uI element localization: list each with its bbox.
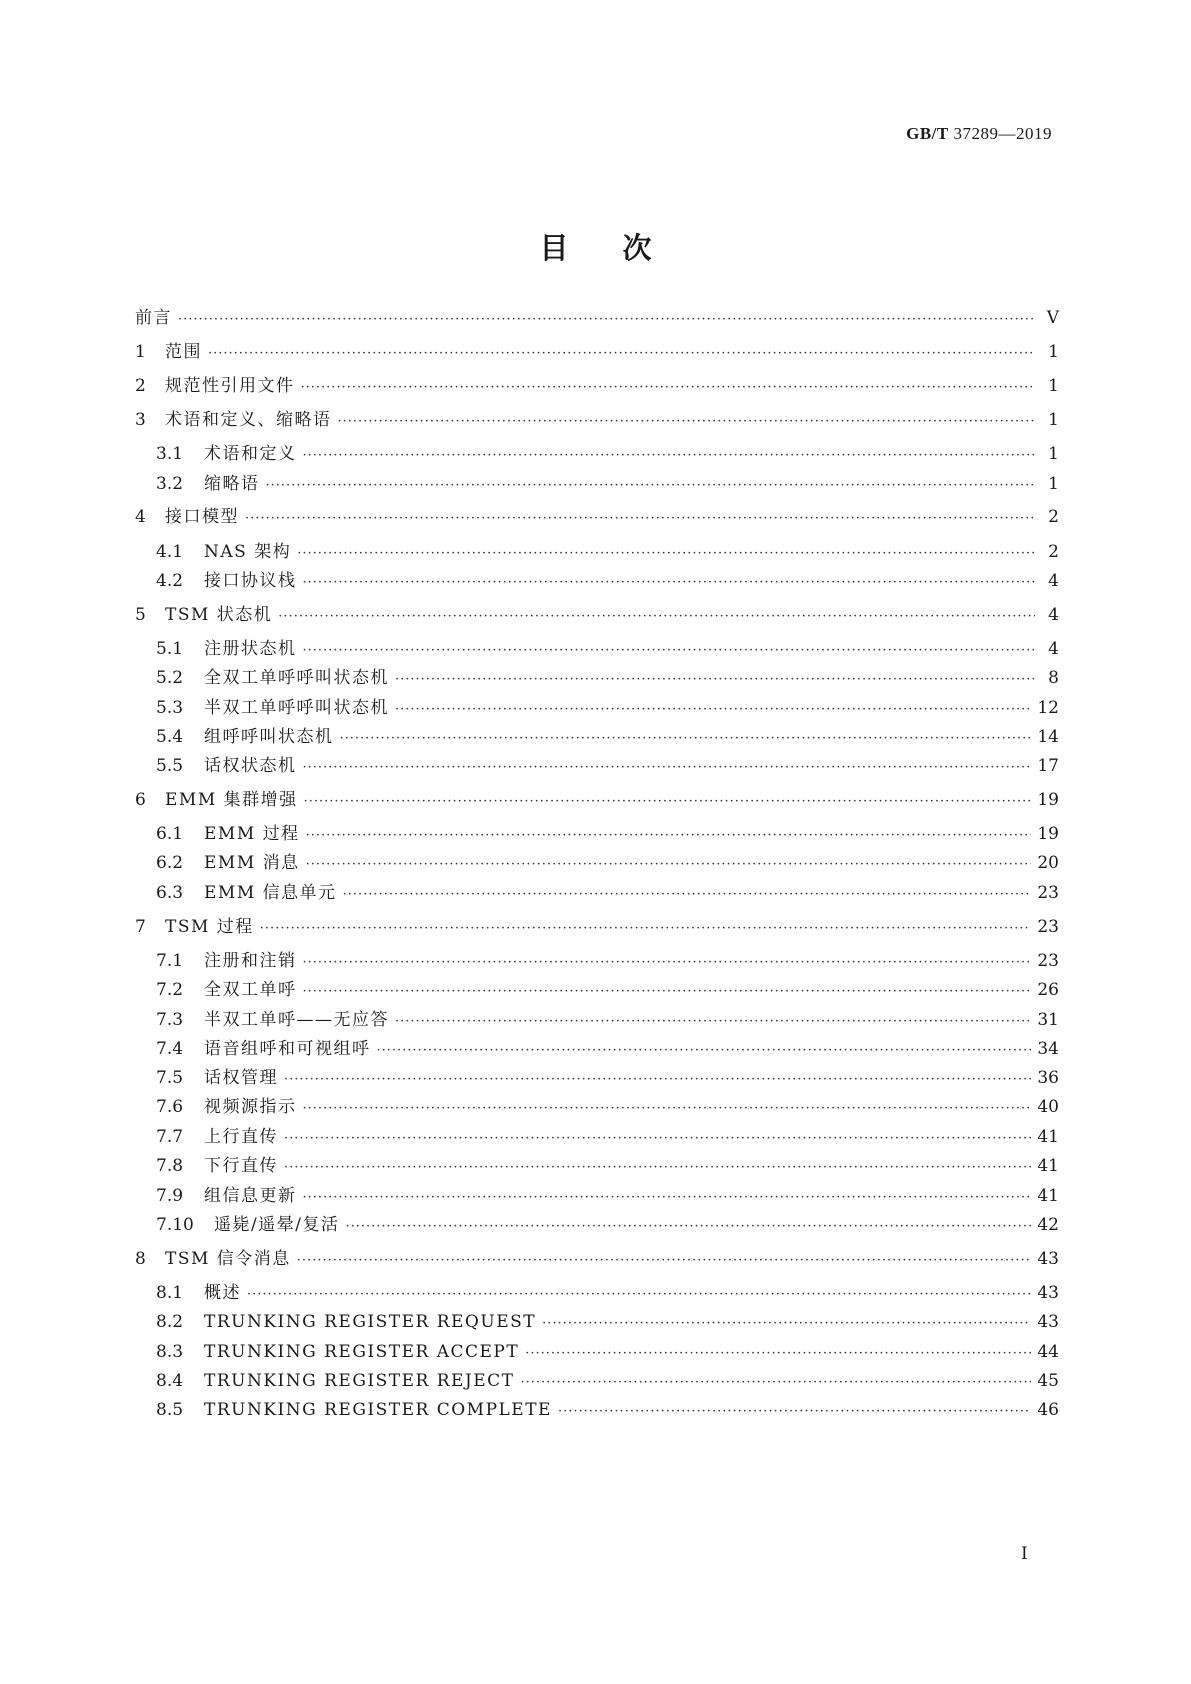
- toc-entry-number: 7.1: [156, 951, 184, 971]
- toc-entry-page: 19: [1037, 790, 1059, 810]
- toc-entry-number: 5.4: [156, 727, 184, 747]
- toc-entry-title: 半双工单呼呼叫状态机: [204, 698, 389, 718]
- toc-entry[interactable]: [156, 1037, 1059, 1061]
- toc-leader-dots: [303, 571, 1036, 595]
- toc-entry-title: 组呼呼叫状态机: [204, 727, 334, 747]
- toc-leader-dots: [304, 790, 1032, 814]
- toc-entry[interactable]: [135, 788, 1059, 812]
- toc-entry[interactable]: [135, 915, 1059, 939]
- toc-entry-number: 7.2: [156, 980, 184, 1000]
- toc-leader-dots: [343, 883, 1032, 907]
- toc-entry[interactable]: [156, 472, 1059, 496]
- toc-entry-title: 视频源指示: [204, 1097, 297, 1117]
- toc-entry-number: 6.2: [156, 853, 184, 873]
- toc-leader-dots: [377, 1039, 1032, 1063]
- toc-entry-title: 语音组呼和可视组呼: [204, 1039, 371, 1059]
- toc-entry-number: 5: [135, 605, 146, 625]
- toc-entry-title: 上行直传: [204, 1127, 278, 1147]
- toc-entry-page: 19: [1037, 824, 1059, 844]
- toc-entry-page: 36: [1037, 1068, 1059, 1088]
- toc-entry-title: 组信息更新: [204, 1186, 297, 1206]
- toc-entry[interactable]: [156, 1369, 1059, 1393]
- toc-entry-title: 注册状态机: [204, 639, 297, 659]
- toc-entry-page: 41: [1037, 1127, 1059, 1147]
- toc-entry-title: 遥毙/遥晕/复活: [214, 1215, 340, 1235]
- toc-entry-number: 5.2: [156, 668, 184, 688]
- toc-entry-title: 前言: [135, 308, 172, 328]
- toc-entry-number: 5.1: [156, 639, 184, 659]
- toc-leader-dots: [297, 1249, 1032, 1273]
- toc-entry-title: 范围: [165, 342, 202, 362]
- toc-entry-number: 7.7: [156, 1127, 184, 1147]
- toc-entry-page: 46: [1037, 1400, 1059, 1420]
- toc-entry-page: 43: [1037, 1283, 1059, 1303]
- toc-leader-dots: [558, 1400, 1031, 1424]
- toc-entry[interactable]: [156, 1310, 1059, 1334]
- toc-entry-title: 术语和定义、缩略语: [165, 410, 332, 430]
- toc-entry-title: TSM 信令消息: [165, 1249, 291, 1269]
- toc-entry[interactable]: [135, 603, 1059, 627]
- toc-leader-dots: [301, 376, 1036, 400]
- toc-entry-title: 概述: [204, 1283, 241, 1303]
- toc-entry-page: 41: [1037, 1186, 1059, 1206]
- toc-entry[interactable]: [156, 1125, 1059, 1149]
- toc-entry-page: 1: [1048, 410, 1059, 430]
- toc-leader-dots: [395, 698, 1031, 722]
- toc-entry-number: 2: [135, 376, 146, 396]
- toc-entry-page: 43: [1037, 1312, 1059, 1332]
- toc-leader-dots: [297, 542, 1035, 566]
- toc-entry-page: 23: [1037, 883, 1059, 903]
- toc-leader-dots: [284, 1127, 1031, 1151]
- toc-entry[interactable]: [156, 725, 1059, 749]
- toc-leader-dots: [303, 1186, 1032, 1210]
- toc-entry-title: EMM 集群增强: [165, 790, 298, 810]
- toc-entry[interactable]: [156, 822, 1059, 846]
- toc-entry[interactable]: [156, 1066, 1059, 1090]
- title-char-2: 次: [622, 231, 652, 265]
- toc-entry-title: TRUNKING REGISTER REJECT: [204, 1371, 515, 1391]
- toc-entry[interactable]: [156, 1008, 1059, 1032]
- toc-entry[interactable]: [135, 340, 1059, 364]
- toc-entry[interactable]: [156, 1281, 1059, 1305]
- toc-entry-page: 23: [1037, 917, 1059, 937]
- standard-code-prefix: GB/T: [906, 124, 949, 143]
- toc-entry[interactable]: [156, 1154, 1059, 1178]
- toc-entry-number: 3.2: [156, 474, 184, 494]
- toc-leader-dots: [245, 507, 1035, 531]
- toc-entry-title: TSM 状态机: [165, 605, 273, 625]
- toc-entry-page: 23: [1037, 951, 1059, 971]
- toc-entry-title: EMM 信息单元: [204, 883, 337, 903]
- toc-leader-dots: [303, 980, 1032, 1004]
- toc-entry-title: 注册和注销: [204, 951, 297, 971]
- toc-entry-page: 20: [1037, 853, 1059, 873]
- toc-entry-page: 1: [1048, 444, 1059, 464]
- toc-entry-number: 8.3: [156, 1342, 184, 1362]
- toc-leader-dots: [521, 1371, 1032, 1395]
- toc-entry[interactable]: [156, 442, 1059, 466]
- toc-entry-number: 7.9: [156, 1186, 184, 1206]
- toc-entry-page: 40: [1037, 1097, 1059, 1117]
- toc-leader-dots: [542, 1312, 1031, 1336]
- toc-entry-title: 下行直传: [204, 1156, 278, 1176]
- toc-entry-page: 2: [1048, 507, 1059, 527]
- toc-entry-title: TSM 过程: [165, 917, 254, 937]
- toc-entry-number: 1: [135, 342, 146, 362]
- toc-entry-page: 12: [1037, 698, 1059, 718]
- toc-entry-page: 4: [1048, 639, 1059, 659]
- toc-entry[interactable]: [156, 754, 1059, 778]
- toc-entry[interactable]: [135, 408, 1059, 432]
- toc-entry-number: 7.8: [156, 1156, 184, 1176]
- toc-entry-title: 话权状态机: [204, 756, 297, 776]
- toc-entry-number: 6: [135, 790, 146, 810]
- footer-page-number: Ⅰ: [1021, 1544, 1028, 1564]
- toc-entry-page: 31: [1037, 1010, 1059, 1030]
- toc-entry-title: 规范性引用文件: [165, 376, 295, 396]
- toc-entry-page: 43: [1037, 1249, 1059, 1269]
- toc-leader-dots: [525, 1342, 1031, 1366]
- toc-entry[interactable]: [156, 949, 1059, 973]
- toc-entry[interactable]: [156, 851, 1059, 875]
- title-char-1: 目: [539, 231, 569, 265]
- toc-entry-number: 7.10: [156, 1215, 194, 1235]
- toc-entry-title: 话权管理: [204, 1068, 278, 1088]
- toc-entry-number: 5.3: [156, 698, 184, 718]
- toc-entry-number: 5.5: [156, 756, 184, 776]
- toc-entry-number: 7.6: [156, 1097, 184, 1117]
- toc-entry-page: 14: [1037, 727, 1059, 747]
- toc-entry[interactable]: [156, 540, 1059, 564]
- toc-entry-page: 26: [1037, 980, 1059, 1000]
- toc-entry-title: TRUNKING REGISTER ACCEPT: [204, 1342, 520, 1362]
- toc-leader-dots: [284, 1068, 1031, 1092]
- toc-leader-dots: [284, 1156, 1031, 1180]
- toc-entry-number: 4.2: [156, 571, 184, 591]
- toc-entry-number: 8.2: [156, 1312, 184, 1332]
- toc-entry-page: 45: [1037, 1371, 1059, 1391]
- toc-entry[interactable]: [156, 1213, 1059, 1237]
- toc-entry[interactable]: [156, 881, 1059, 905]
- toc-entry[interactable]: [156, 569, 1059, 593]
- toc-entry-number: 8.5: [156, 1400, 184, 1420]
- toc-entry-title: 缩略语: [204, 474, 260, 494]
- toc-leader-dots: [345, 1215, 1031, 1239]
- toc-leader-dots: [260, 917, 1032, 941]
- toc-entry-page: 34: [1037, 1039, 1059, 1059]
- toc-entry[interactable]: [156, 666, 1059, 690]
- toc-entry-page: Ⅴ: [1046, 308, 1059, 328]
- toc-entry[interactable]: [156, 1340, 1059, 1364]
- toc-entry-number: 8: [135, 1249, 146, 1269]
- toc-leader-dots: [306, 853, 1032, 877]
- toc-entry[interactable]: [156, 696, 1059, 720]
- toc-leader-dots: [247, 1283, 1031, 1307]
- toc-leader-dots: [306, 824, 1032, 848]
- toc-leader-dots: [303, 639, 1036, 663]
- toc-entry-number: 8.1: [156, 1283, 184, 1303]
- toc-entry[interactable]: [135, 374, 1059, 398]
- toc-entry-title: 术语和定义: [204, 444, 297, 464]
- toc-entry-title: 半双工单呼——无应答: [204, 1010, 389, 1030]
- toc-entry-number: 6.3: [156, 883, 184, 903]
- toc-entry-page: 1: [1048, 376, 1059, 396]
- toc-entry-title: TRUNKING REGISTER COMPLETE: [204, 1400, 552, 1420]
- toc-entry-title: EMM 过程: [204, 824, 300, 844]
- toc-leader-dots: [395, 668, 1035, 692]
- toc-entry-title: 接口协议栈: [204, 571, 297, 591]
- toc-entry-number: 6.1: [156, 824, 184, 844]
- toc-entry[interactable]: [156, 637, 1059, 661]
- toc-entry[interactable]: [156, 1095, 1059, 1119]
- toc-entry[interactable]: [135, 306, 1059, 330]
- toc-leader-dots: [338, 410, 1036, 434]
- toc-entry-number: 7.4: [156, 1039, 184, 1059]
- toc-leader-dots: [266, 474, 1036, 498]
- toc-entry-page: 1: [1048, 474, 1059, 494]
- toc-entry-title: TRUNKING REGISTER REQUEST: [204, 1312, 537, 1332]
- toc-entry-title: NAS 架构: [204, 542, 292, 562]
- toc-leader-dots: [395, 1010, 1031, 1034]
- toc-leader-dots: [278, 605, 1035, 629]
- toc-entry-title: 全双工单呼呼叫状态机: [204, 668, 389, 688]
- toc-leader-dots: [178, 308, 1035, 332]
- toc-entry-page: 4: [1048, 605, 1059, 625]
- toc-leader-dots: [208, 342, 1035, 366]
- toc-leader-dots: [303, 444, 1036, 468]
- toc-entry-title: EMM 消息: [204, 853, 300, 873]
- toc-entry-title: 全双工单呼: [204, 980, 297, 1000]
- toc-entry-page: 1: [1048, 342, 1059, 362]
- toc-entry[interactable]: [135, 1247, 1059, 1271]
- toc-entry[interactable]: [156, 1184, 1059, 1208]
- toc-entry-page: 44: [1037, 1342, 1059, 1362]
- toc-entry-page: 2: [1048, 542, 1059, 562]
- toc-leader-dots: [303, 1097, 1032, 1121]
- toc-entry-page: 8: [1048, 668, 1059, 688]
- toc-entry-number: 3: [135, 410, 146, 430]
- toc-entry[interactable]: [156, 978, 1059, 1002]
- toc-entry-number: 4.1: [156, 542, 184, 562]
- toc-entry[interactable]: [156, 1398, 1059, 1422]
- toc-entry-title: 接口模型: [165, 507, 239, 527]
- toc-entry-number: 7.5: [156, 1068, 184, 1088]
- toc-entry-page: 41: [1037, 1156, 1059, 1176]
- toc-entry-page: 17: [1037, 756, 1059, 776]
- toc-leader-dots: [340, 727, 1032, 751]
- toc-leader-dots: [303, 756, 1032, 780]
- toc-entry-page: 4: [1048, 571, 1059, 591]
- toc-entry-number: 3.1: [156, 444, 184, 464]
- toc-entry-number: 7: [135, 917, 146, 937]
- standard-code-number: 37289—2019: [953, 124, 1052, 143]
- toc-entry-number: 4: [135, 507, 146, 527]
- toc-entry-number: 7.3: [156, 1010, 184, 1030]
- toc-entry-page: 42: [1037, 1215, 1059, 1235]
- toc-entry[interactable]: [135, 505, 1059, 529]
- toc-leader-dots: [303, 951, 1032, 975]
- toc-entry-number: 8.4: [156, 1371, 184, 1391]
